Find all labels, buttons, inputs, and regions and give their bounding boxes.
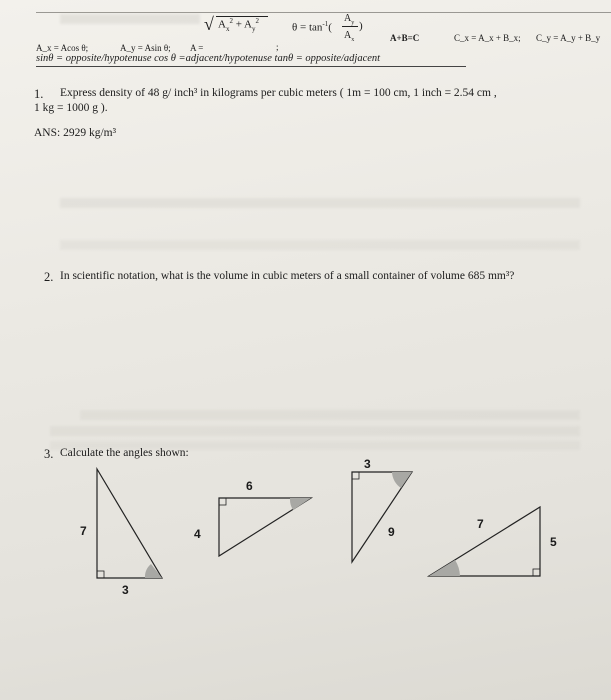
triangle-2-label-left: 4	[194, 527, 201, 541]
q3-number: 3.	[44, 447, 54, 461]
triangle-2-label-top: 6	[246, 479, 253, 493]
vector-sum: A+B=C	[390, 33, 420, 43]
q1-answer: ANS: 2929 kg/m³	[34, 127, 117, 139]
ay-formula: A_y = Asin θ;	[120, 43, 171, 53]
triangle-1-label-base: 3	[122, 583, 129, 597]
triangle-3-label-top: 3	[364, 457, 371, 471]
triangle-4-label-hyp: 7	[477, 517, 484, 531]
ax-formula: A_x = Acos θ;	[36, 43, 89, 53]
theta-denominator: $A_x$	[344, 30, 355, 43]
q1-text-cont: 1 kg = 1000 g ).	[34, 102, 108, 114]
q1-number: 1.	[34, 87, 44, 101]
sqrt-symbol: √	[204, 14, 214, 34]
triangle-3	[352, 457, 412, 562]
theta-formula: $\theta = \tan^{-1}$(	[292, 20, 332, 34]
triangle-2	[194, 479, 311, 556]
triangle-4-shape	[429, 507, 540, 576]
triangle-1-angle-shade	[145, 564, 162, 578]
triangle-1	[80, 469, 162, 597]
triangle-4-angle-shade	[429, 560, 460, 576]
cx-formula: C_x = A_x + B_x;	[454, 33, 521, 43]
triangle-3-angle-shade	[392, 472, 412, 488]
sqrt-expression: $A_x^2 + A_y^2$	[218, 17, 259, 33]
q3-text: Calculate the angles shown:	[60, 447, 189, 459]
triangle-2-angle-shade	[290, 498, 311, 510]
triangle-4	[429, 507, 557, 576]
triangle-3-right-angle	[352, 472, 359, 479]
theta-close-paren: )	[359, 20, 363, 32]
triangle-1-label-side: 7	[80, 524, 87, 538]
cy-formula: C_y = A_y + B_y	[536, 33, 601, 43]
q2-number: 2.	[44, 270, 54, 284]
triangle-2-right-angle	[219, 498, 226, 505]
triangle-4-right-angle	[533, 569, 540, 576]
triangle-3-label-hyp: 9	[388, 525, 395, 539]
triangle-4-label-side: 5	[550, 535, 557, 549]
triangle-1-shape	[97, 469, 162, 578]
q2-text: In scientific notation, what is the volume in cubic meters of a small container of volume 685 mm³?	[60, 270, 515, 282]
semicolon: ;	[276, 42, 279, 52]
theta-numerator: $A_y$	[344, 13, 355, 26]
triangle-1-right-angle	[97, 571, 104, 578]
q1-text: Express density of 48 g/ inch³ in kilograms per cubic meters ( 1m = 100 cm, 1 inch = 2.54 cm ,	[60, 87, 497, 99]
a-magnitude: A =	[190, 43, 204, 53]
triangle-3-shape	[352, 472, 412, 562]
trig-definitions: sinθ = opposite/hypotenuse cos θ =adjacent/hypotenuse tanθ = opposite/adjacent	[36, 53, 381, 64]
